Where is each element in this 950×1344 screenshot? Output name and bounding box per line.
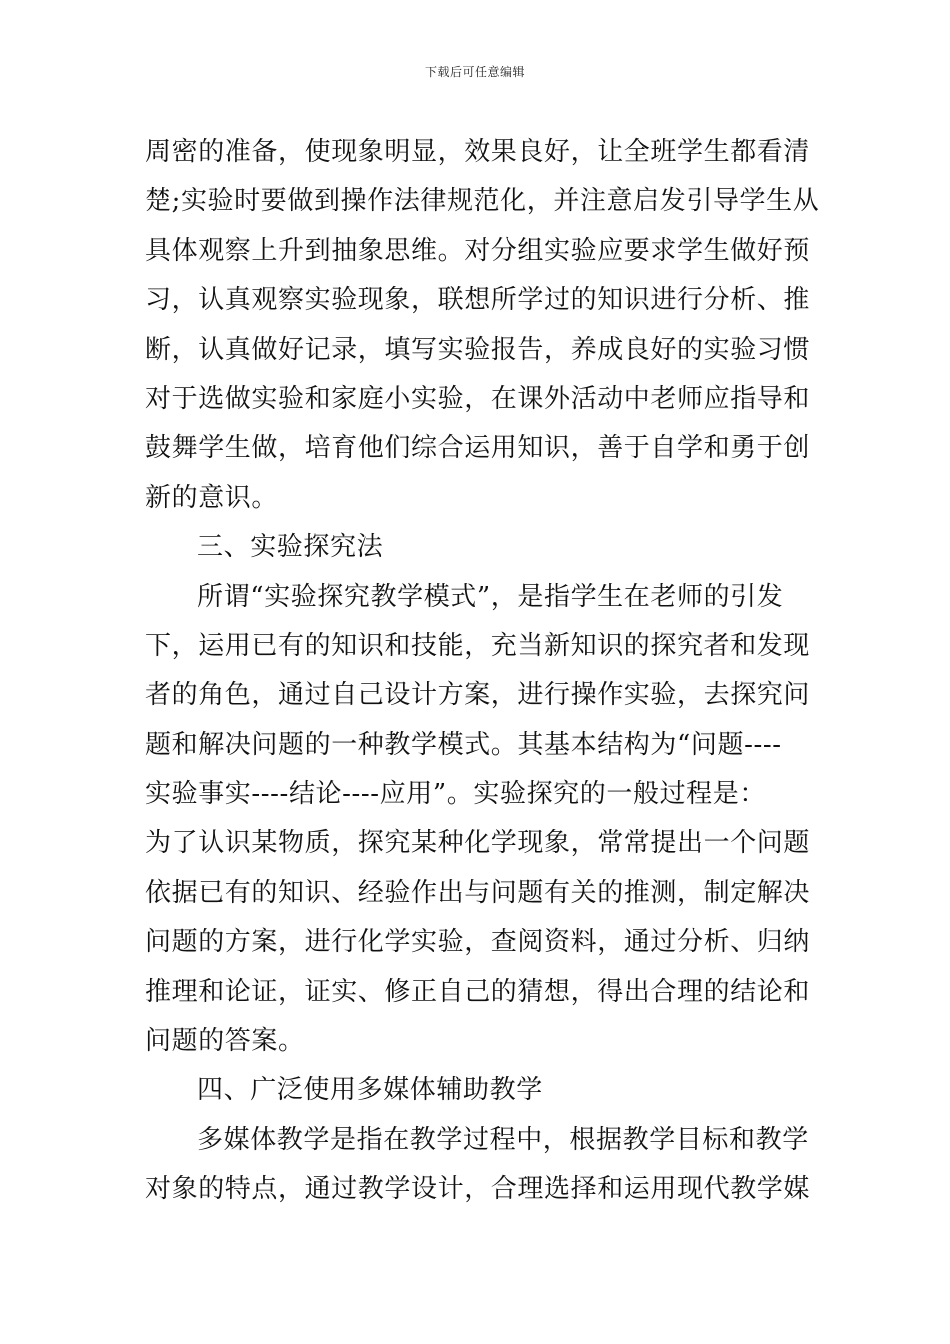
text-line: 问题的方案，进行化学实验，查阅资料，通过分析、归纳 [145, 927, 811, 958]
text-line: 为了认识某物质，探究某种化学现象，常常提出一个问题 [145, 828, 811, 859]
text-line: 对象的特点，通过教学设计，合理选择和运用现代教学媒 [145, 1174, 811, 1205]
paragraph-first-line: 多媒体教学是指在教学过程中，根据教学目标和教学 [197, 1124, 809, 1155]
text-line: 者的角色，通过自己设计方案，进行操作实验，去探究问 [145, 680, 811, 711]
text-line: 断，认真做好记录，填写实验报告，养成良好的实验习惯 [145, 334, 811, 365]
text-line: 周密的准备，使现象明显，效果良好，让全班学生都看清 [145, 137, 811, 167]
text-line: 新的意识。 [145, 482, 279, 513]
text-line: 对于选做实验和家庭小实验，在课外活动中老师应指导和 [145, 383, 811, 414]
document-body [145, 128, 820, 1215]
text-line: 题和解决问题的一种教学模式。其基本结构为“问题---- [145, 729, 782, 760]
section-heading: 三、实验探究法 [197, 532, 384, 563]
text-line: 推理和论证，证实、修正自己的猜想，得出合理的结论和 [145, 976, 811, 1007]
text-line: 下，运用已有的知识和技能，充当新知识的探究者和发现 [145, 630, 811, 661]
text-line: 实验事实----结论----应用”。实验探究的一般过程是： [145, 779, 766, 810]
text-line: 习，认真观察实验现象，联想所学过的知识进行分析、推 [145, 285, 811, 316]
text-line: 依据已有的知识、经验作出与问题有关的推测，制定解决 [145, 877, 811, 908]
text-line: 问题的答案。 [145, 1026, 305, 1057]
text-line: 具体观察上升到抽象思维。对分组实验应要求学生做好预 [145, 235, 811, 266]
text-line: 楚;实验时要做到操作法律规范化，并注意启发引导学生从 [145, 186, 820, 217]
text-line: 鼓舞学生做，培育他们综合运用知识，善于自学和勇于创 [145, 433, 811, 464]
page-header: 下载后可任意编辑 [424, 65, 525, 79]
paragraph-first-line: 所谓“实验探究教学模式”，是指学生在老师的引发 [197, 581, 784, 612]
section-heading: 四、广泛使用多媒体辅助教学 [197, 1075, 543, 1106]
